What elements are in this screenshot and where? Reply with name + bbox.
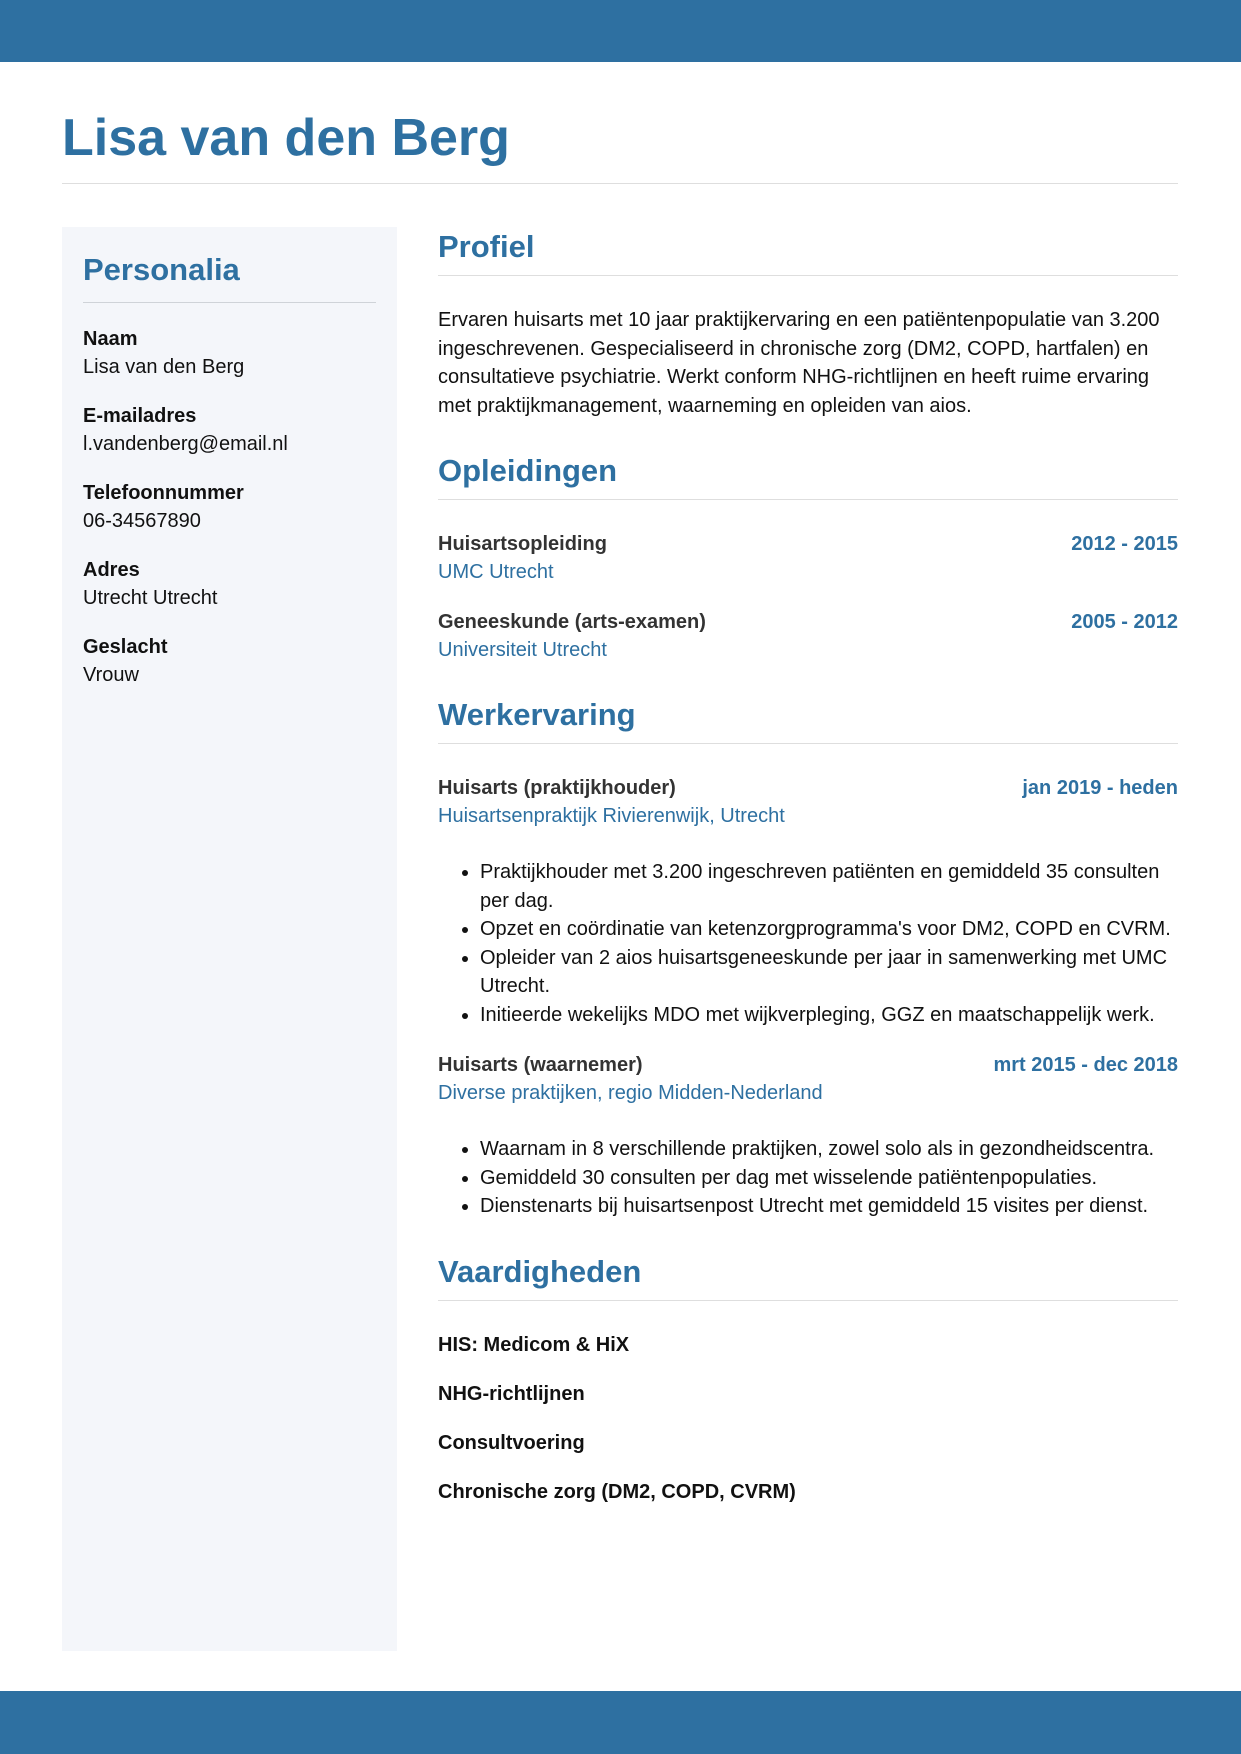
bullet-item: • Dienstenarts bij huisartsenpost Utrecht met gemiddeld 15 visites per dienst.	[480, 1192, 1178, 1221]
field-label: Telefoonnummer	[83, 482, 244, 504]
field-email	[83, 402, 376, 458]
section-divider	[438, 275, 1178, 276]
section-title: Opleidingen	[438, 453, 618, 488]
title-divider	[62, 183, 1178, 184]
field-telefoon	[83, 479, 376, 535]
personalia-title: Personalia	[83, 252, 240, 287]
skill-item: HIS: Medicom & HiX	[438, 1333, 630, 1356]
entry-title: Huisartsopleiding	[438, 533, 607, 555]
field-value: Vrouw	[83, 664, 139, 686]
entry-employer: Diverse praktijken, regio Midden-Nederland	[438, 1082, 823, 1104]
job-entry	[438, 1051, 1178, 1221]
field-adres	[83, 556, 376, 612]
job-entry	[438, 774, 1178, 1029]
bullet-item: • Opleider van 2 aios huisartsgeneeskunde per jaar in samenwerking met UMC Utrecht.	[480, 944, 1178, 1001]
werkervaring-section	[438, 692, 1178, 1221]
top-band	[0, 0, 1241, 62]
field-geslacht	[83, 633, 376, 689]
vaardigheden-section	[438, 1249, 1178, 1506]
opleidingen-section	[438, 448, 1178, 664]
bullet-item: • Praktijkhouder met 3.200 ingeschreven patiënten en gemiddeld 35 consulten per dag.	[480, 858, 1178, 915]
field-value: Utrecht Utrecht	[83, 587, 218, 609]
bullet-item: • Opzet en coördinatie van ketenzorgprogramma's voor DM2, COPD en CVRM.	[480, 915, 1178, 944]
entry-employer: Huisartsenpraktijk Rivierenwijk, Utrecht	[438, 805, 785, 827]
bullet-item: • Waarnam in 8 verschillende praktijken, zowel solo als in gezondheidscentra.	[480, 1135, 1178, 1164]
main-content	[438, 224, 1178, 1527]
skill-item: Consultvoering	[438, 1431, 585, 1454]
personalia-sidebar	[62, 227, 397, 1651]
entry-header	[438, 608, 1178, 636]
field-label: E-mailadres	[83, 405, 197, 427]
entry-title: Geneeskunde (arts-examen)	[438, 611, 706, 633]
section-title: Profiel	[438, 229, 535, 264]
entry-title: Huisarts (waarnemer)	[438, 1054, 643, 1076]
section-divider	[438, 1300, 1178, 1301]
entry-header	[438, 774, 1178, 802]
entry-title: Huisarts (praktijkhouder)	[438, 777, 676, 799]
entry-institution: Universiteit Utrecht	[438, 639, 607, 661]
skill-item: Chronische zorg (DM2, COPD, CVRM)	[438, 1480, 796, 1503]
field-value: l.vandenberg@email.nl	[83, 433, 288, 455]
profile-text: Ervaren huisarts met 10 jaar praktijkervaring en een patiëntenpopulatie van 3.200 ingeschrevenen. Gespecialiseerd in chronische zorg (DM2, COPD, hartfalen) en consultatieve psychiatrie. Werkt conform NHG-richtlijnen en heeft ruime ervaring met praktijkmanagement, waarneming en opleiden van aios.	[438, 309, 1160, 417]
entry-date: mrt 2015 - dec 2018	[993, 1054, 1178, 1076]
field-naam	[83, 325, 376, 381]
section-divider	[438, 743, 1178, 744]
job-bullets	[438, 858, 1178, 1029]
entry-date: jan 2019 - heden	[1022, 777, 1178, 799]
field-value: 06-34567890	[83, 510, 201, 532]
entry-institution: UMC Utrecht	[438, 561, 554, 583]
entry-date: 2005 - 2012	[1071, 611, 1178, 633]
education-entry	[438, 608, 1178, 664]
personalia-divider	[83, 302, 376, 303]
section-title: Werkervaring	[438, 697, 636, 732]
profiel-section	[438, 224, 1178, 420]
bottom-band	[0, 1691, 1241, 1754]
skill-item: NHG-richtlijnen	[438, 1382, 585, 1405]
page-title: Lisa van den Berg	[62, 109, 510, 167]
field-value: Lisa van den Berg	[83, 356, 245, 378]
field-label: Geslacht	[83, 636, 168, 658]
bullet-item: • Gemiddeld 30 consulten per dag met wisselende patiëntenpopulaties.	[480, 1164, 1178, 1193]
education-entry	[438, 530, 1178, 586]
field-label: Adres	[83, 559, 140, 581]
job-bullets	[438, 1135, 1178, 1221]
field-label: Naam	[83, 328, 138, 350]
section-divider	[438, 499, 1178, 500]
bullet-item: • Initieerde wekelijks MDO met wijkverpleging, GGZ en maatschappelijk werk.	[480, 1001, 1178, 1030]
entry-date: 2012 - 2015	[1071, 533, 1178, 555]
entry-header	[438, 1051, 1178, 1079]
section-title: Vaardigheden	[438, 1253, 642, 1289]
entry-header	[438, 530, 1178, 558]
